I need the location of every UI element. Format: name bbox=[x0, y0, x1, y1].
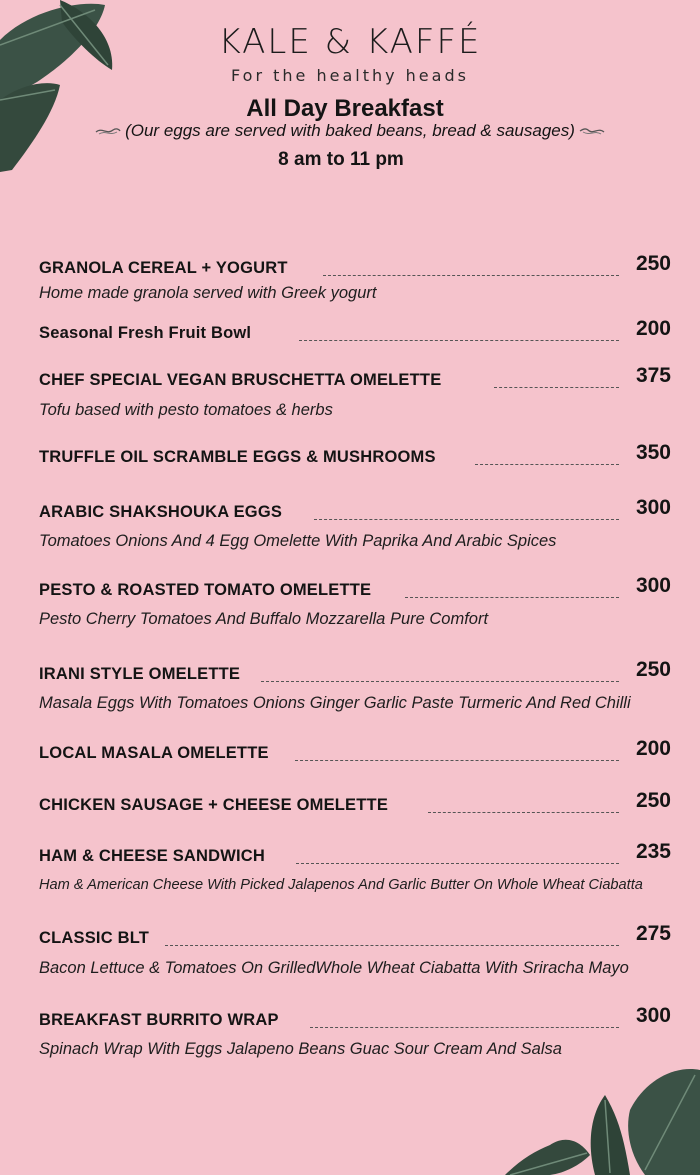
subtitle-row bbox=[0, 121, 700, 141]
dotted-leader bbox=[261, 681, 619, 682]
menu-item-description: Ham & American Cheese With Picked Jalapenos And Garlic Butter On Whole Wheat Ciabatta bbox=[39, 877, 643, 893]
brand-tagline: For the healthy heads bbox=[231, 66, 469, 85]
menu-item-price: 275 bbox=[635, 922, 671, 945]
section-title: All Day Breakfast bbox=[246, 95, 444, 122]
menu-item-description: Tomatoes Onions And 4 Egg Omelette With Paprika And Arabic Spices bbox=[39, 532, 557, 550]
menu-item-description: Bacon Lettuce & Tomatoes On GrilledWhole Wheat Ciabatta With Sriracha Mayo bbox=[39, 959, 629, 977]
menu-item-description: Spinach Wrap With Eggs Jalapeno Beans Guac Sour Cream And Salsa bbox=[39, 1040, 562, 1058]
menu-item-price: 200 bbox=[635, 317, 671, 340]
menu-item-name: PESTO & ROASTED TOMATO OMELETTE bbox=[39, 581, 372, 599]
menu-item-price: 250 bbox=[635, 789, 671, 812]
subtitle: (Our eggs are served with baked beans, bread & sausages) bbox=[125, 121, 575, 140]
dotted-leader bbox=[323, 275, 619, 276]
flourish-icon bbox=[95, 126, 121, 136]
menu-item-name: ARABIC SHAKSHOUKA EGGS bbox=[39, 503, 283, 521]
flourish-icon bbox=[579, 126, 605, 136]
dotted-leader bbox=[428, 812, 619, 813]
menu-item-description: Masala Eggs With Tomatoes Onions Ginger Garlic Paste Turmeric And Red Chilli bbox=[39, 694, 631, 712]
menu-item-name: Seasonal Fresh Fruit Bowl bbox=[39, 324, 252, 342]
dotted-leader bbox=[314, 519, 619, 520]
menu-item-name: GRANOLA CEREAL + YOGURT bbox=[39, 259, 288, 277]
dotted-leader bbox=[405, 597, 619, 598]
menu-item bbox=[39, 574, 671, 602]
menu-item-name: CHICKEN SAUSAGE + CHEESE OMELETTE bbox=[39, 796, 389, 814]
menu-item bbox=[39, 658, 671, 686]
menu-item-price: 350 bbox=[635, 441, 671, 464]
menu-item-description: Home made granola served with Greek yogurt bbox=[39, 284, 377, 302]
menu-item-description: Pesto Cherry Tomatoes And Buffalo Mozzarella Pure Comfort bbox=[39, 610, 489, 628]
menu-item-name: TRUFFLE OIL SCRAMBLE EGGS & MUSHROOMS bbox=[39, 448, 436, 466]
menu-item-price: 300 bbox=[635, 496, 671, 519]
menu-item-name: CHEF SPECIAL VEGAN BRUSCHETTA OMELETTE bbox=[39, 371, 442, 389]
dotted-leader bbox=[310, 1027, 619, 1028]
menu-item bbox=[39, 840, 671, 868]
dotted-leader bbox=[296, 863, 619, 864]
menu-item-price: 250 bbox=[635, 658, 671, 681]
brand-name: KALE & KAFFÉ bbox=[218, 22, 482, 62]
palm-leaf-icon bbox=[495, 1065, 700, 1175]
menu-item bbox=[39, 1004, 671, 1032]
menu-item-name: CLASSIC BLT bbox=[39, 929, 150, 947]
menu-item bbox=[39, 317, 671, 345]
dotted-leader bbox=[494, 387, 619, 388]
menu-item bbox=[39, 737, 671, 765]
menu-item-price: 200 bbox=[635, 737, 671, 760]
menu-item-description: Tofu based with pesto tomatoes & herbs bbox=[39, 401, 333, 419]
menu-item-name: LOCAL MASALA OMELETTE bbox=[39, 744, 269, 762]
menu-item-price: 300 bbox=[635, 574, 671, 597]
dotted-leader bbox=[299, 340, 619, 341]
menu-item bbox=[39, 789, 671, 817]
menu-item-name: IRANI STYLE OMELETTE bbox=[39, 665, 241, 683]
menu-item bbox=[39, 364, 671, 392]
dotted-leader bbox=[475, 464, 619, 465]
menu-item-name: HAM & CHEESE SANDWICH bbox=[39, 847, 266, 865]
dotted-leader bbox=[295, 760, 619, 761]
opening-hours: 8 am to 11 pm bbox=[278, 149, 404, 170]
menu-item-price: 300 bbox=[635, 1004, 671, 1027]
menu-item bbox=[39, 922, 671, 950]
menu-item-price: 235 bbox=[635, 840, 671, 863]
menu-item-price: 375 bbox=[635, 364, 671, 387]
dotted-leader bbox=[165, 945, 619, 946]
menu-item bbox=[39, 496, 671, 524]
menu-item bbox=[39, 441, 671, 469]
menu-item-price: 250 bbox=[635, 252, 671, 275]
menu-item-name: BREAKFAST BURRITO WRAP bbox=[39, 1011, 279, 1029]
menu-item bbox=[39, 252, 671, 280]
